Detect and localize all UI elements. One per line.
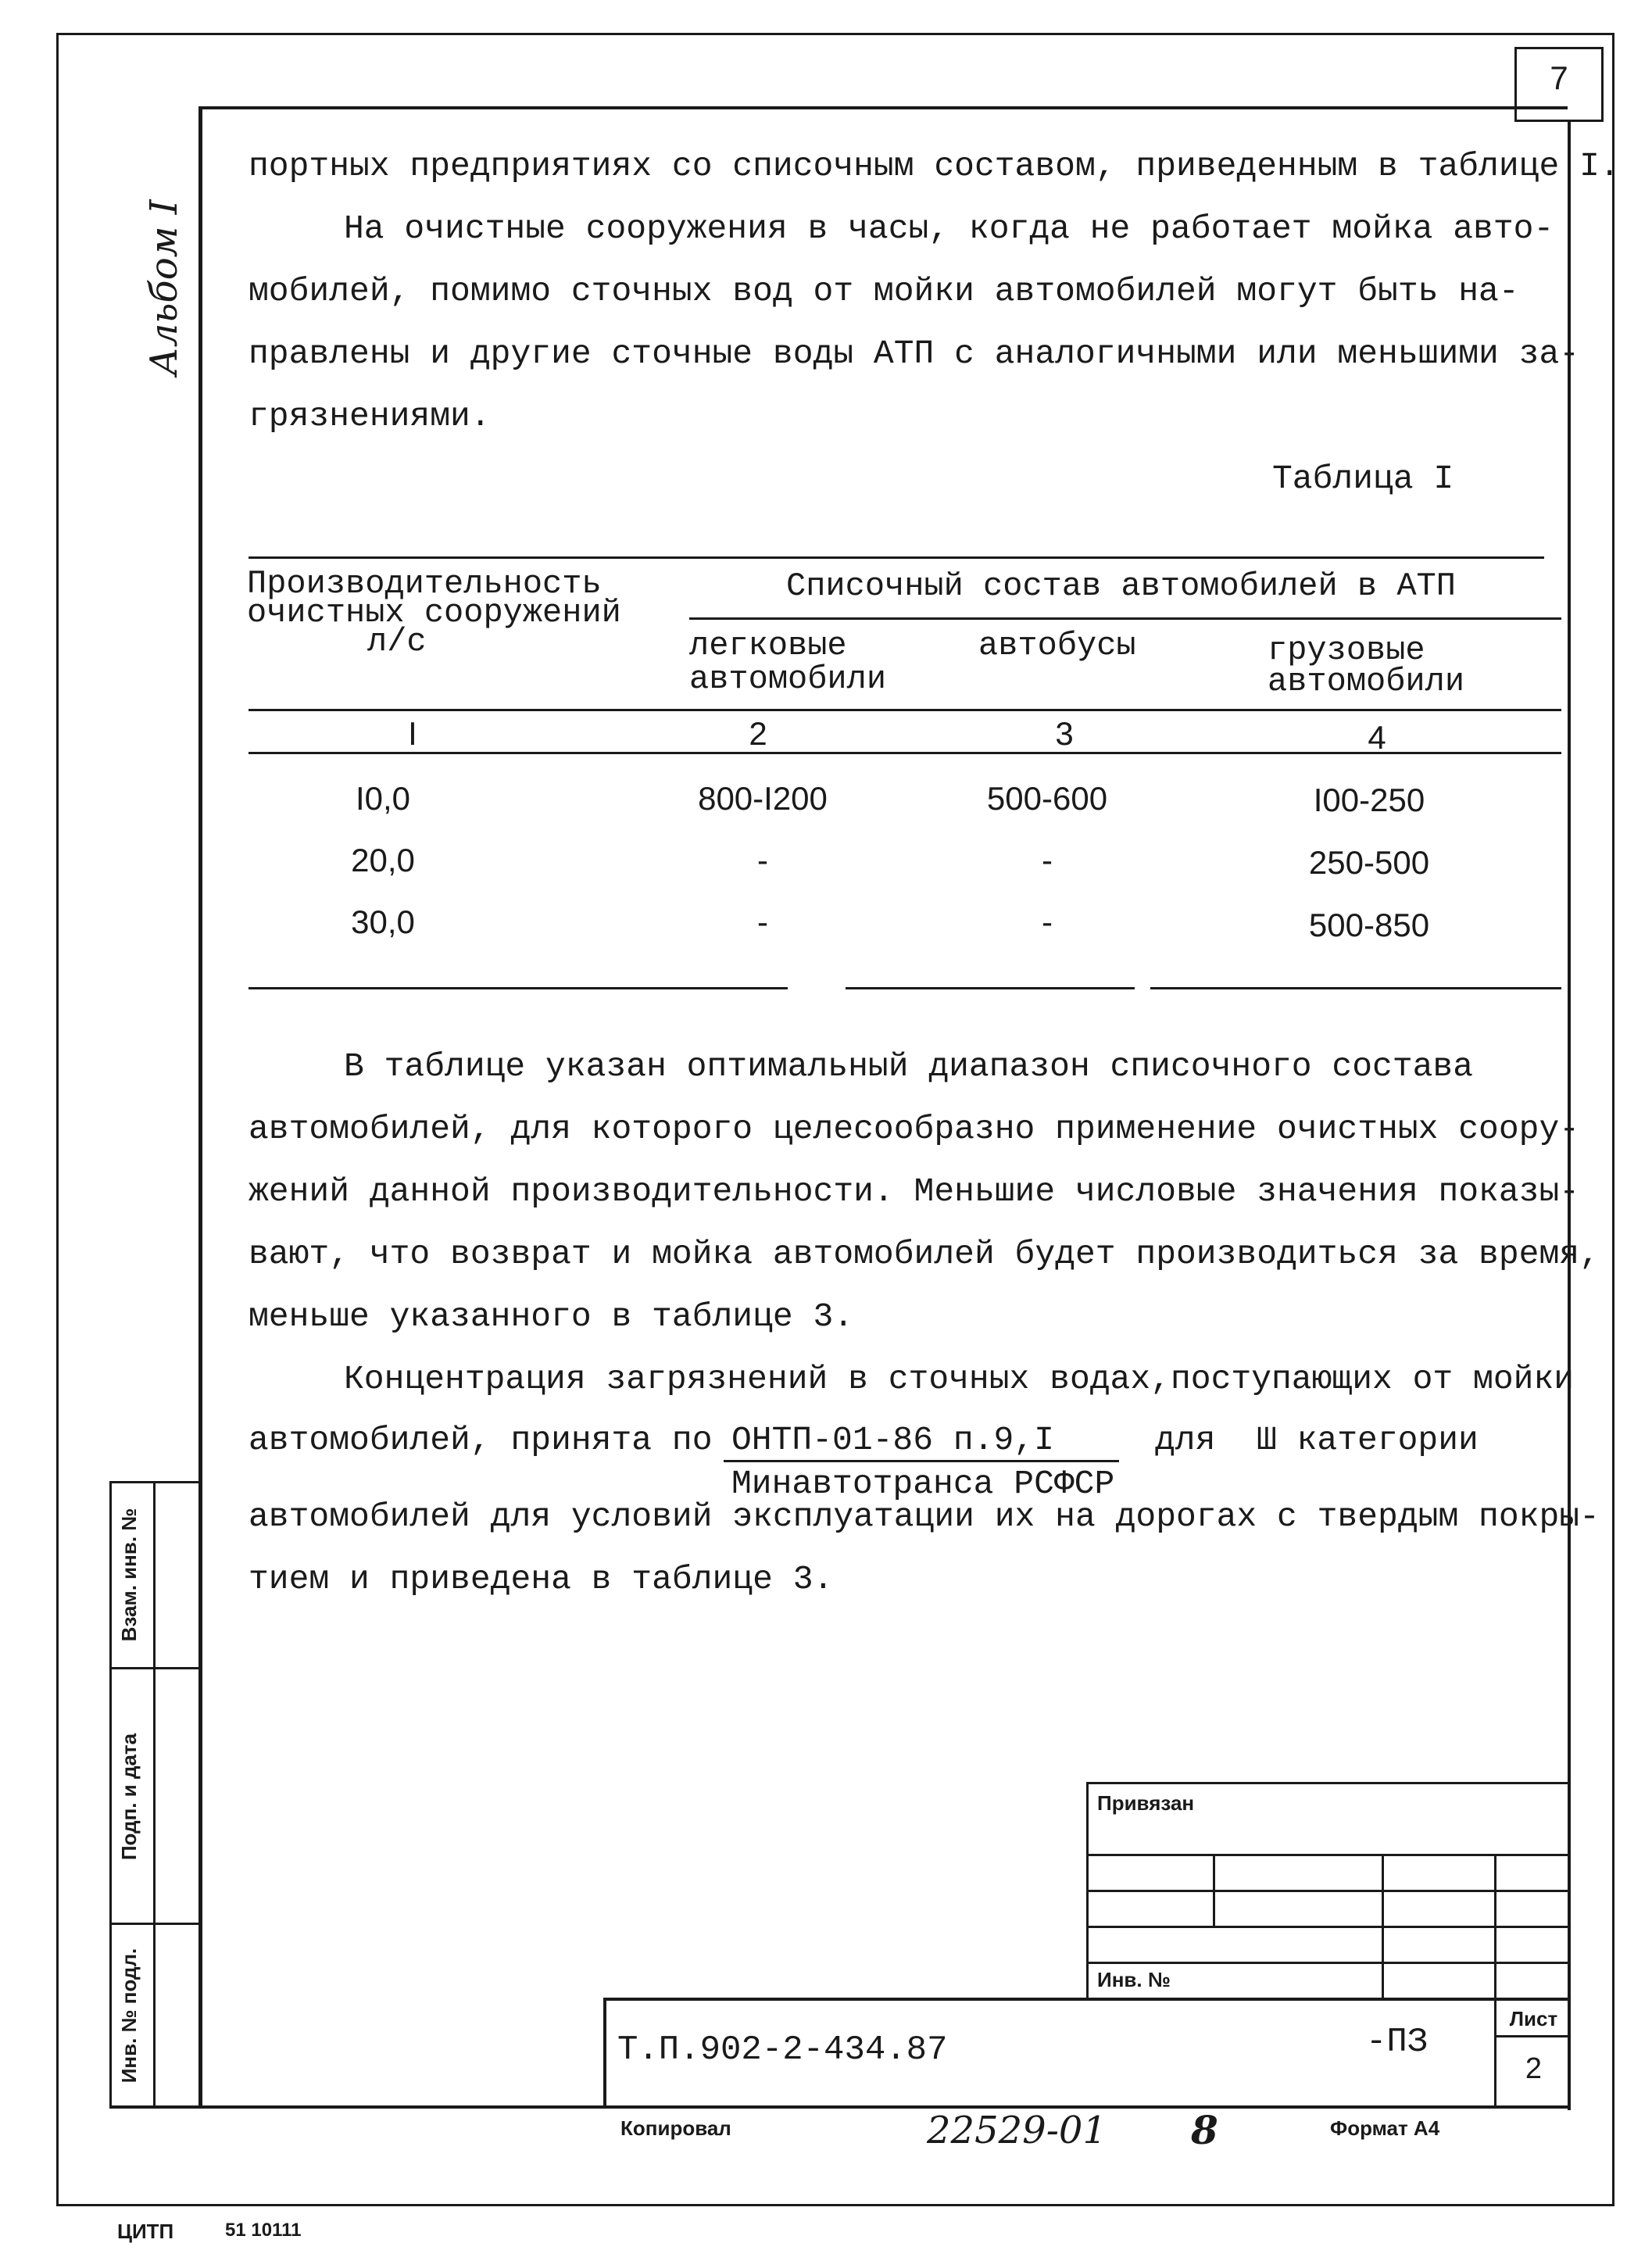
text-line: тием и приведена в таблице 3. [249,1560,834,1598]
table-cell: 250-500 [1308,844,1430,881]
podp-data-label: Подп. и дата [117,1733,141,1861]
text-line: вают, что возврат и мойка автомобилей будет производиться за время, [249,1235,1600,1273]
album-note: Альбом I [142,199,186,376]
outer-frame-right [1612,33,1614,2206]
column-number: 2 [749,715,767,752]
format-label: Формат А4 [1330,2116,1440,2140]
norm-reference-underline [724,1460,1119,1462]
norm-authority: Минавтотранса РСФСР [731,1465,1115,1503]
text-line: автомобилей для условий эксплуатации их на дорогах с твердым покры- [249,1497,1600,1536]
table-caption: Таблица I [1272,460,1454,498]
sub-header-trucks-line1: грузовые [1268,631,1425,669]
side-stamp-mid [153,1481,156,2109]
order-number: 22529-01 [927,2109,1107,2152]
page-number: 7 [1550,59,1568,96]
table-cell: - [1042,903,1053,940]
table-cell: I00-250 [1313,782,1425,818]
table-cell: 20,0 [351,842,415,878]
inner-frame-bottom [109,2105,1571,2109]
sheet-number: 2 [1525,2052,1543,2085]
kopiroval-label: Копировал [620,2116,731,2140]
text-line: грязнениями. [249,397,491,435]
text-line: В таблице указан оптимальный диапазон списочного состава [344,1047,1474,1086]
col1-header-line3: л/с [367,623,427,660]
page-box-bottom [1514,120,1604,122]
norm-reference: ОНТП-01-86 п.9,I [731,1421,1054,1459]
column-number: 3 [1055,715,1074,752]
sub-header-cars-line2: автомобили [689,660,887,698]
column-number: I [408,715,417,752]
text-line: мобилей, помимо сточных вод от мойки автомобилей могут быть на- [249,272,1519,310]
text-line: жений данной производительности. Меньшие числовые значения показы- [249,1172,1580,1211]
inner-frame-left [198,106,202,2107]
table-cell: - [757,842,768,878]
tb-main-left [603,1998,606,2109]
tb-row-2 [1086,1890,1571,1892]
tb-row-3 [1086,1926,1571,1928]
table-cell: - [1042,842,1053,878]
tb-row-1 [1086,1854,1571,1856]
inner-frame-top [200,106,1568,109]
printer-code-a: ЦИТП [117,2220,174,2243]
table-cell: 30,0 [351,903,415,940]
table-bottom-rule-3 [1150,987,1561,989]
column-number: 4 [1368,719,1386,756]
text-line: Ш категории [1257,1421,1479,1459]
sub-header-cars-line1: легковые [689,627,847,664]
tb-sheet-divider [1494,2035,1571,2037]
sheet-label: Лист [1509,2007,1558,2030]
table-cell: - [757,903,768,940]
col1-header-line1: Производительность [247,565,602,603]
outer-frame-top [56,33,1614,35]
sub-header-trucks-line2: автомобили [1268,663,1465,700]
text-line: автомобилей, для которого целесообразно применение очистных соору- [249,1110,1580,1148]
tb-col-3 [1494,1854,1496,1999]
tb-col-2 [1382,1854,1384,1999]
sub-header-buses-line1: автобусы [978,627,1136,664]
text-line: меньше указанного в таблице 3. [249,1297,854,1336]
document-code: Т.П.902-2-434.87 [617,2030,948,2070]
table-bottom-rule-2 [846,987,1135,989]
tb-row-4 [1086,1962,1571,1964]
inv-podl-label: Инв. № подл. [117,1948,141,2084]
side-stamp-top [109,1481,202,1483]
table-top-rule [249,556,1544,559]
table-header-rule [249,709,1561,711]
page-box-right [1601,47,1604,122]
outer-frame-left [56,33,59,2206]
table-cell: 800-I200 [698,780,828,817]
inv-no-label: Инв. № [1097,1968,1171,1991]
col1-header-line2: очистных сооружений [247,594,621,631]
tb-col-1 [1213,1854,1215,1926]
privyazan-label: Привязан [1097,1791,1195,1815]
side-stamp-div1 [109,1667,202,1669]
table-bottom-rule-1 [249,987,788,989]
side-stamp-div2 [109,1923,202,1925]
tb-privyazan-top [1086,1782,1571,1784]
outer-frame-bottom [56,2204,1614,2206]
table-cell: 500-600 [986,780,1108,817]
text-line: На очистные сооружения в часы, когда не работает мойка авто- [344,209,1554,248]
table-cell: 500-850 [1308,907,1430,943]
text-line: для [1155,1421,1216,1459]
vzam-inv-label: Взам. инв. № [117,1508,141,1642]
side-stamp-left [109,1481,112,2109]
table-group-rule [689,617,1561,620]
page-box-top [1514,47,1604,49]
table-cell: I0,0 [355,780,411,817]
text-line: Концентрация загрязнений в сточных водах,поступающих от мойки [344,1360,1575,1398]
text-line: правлены и другие сточные воды АТП с аналогичными или меньшими за- [249,334,1580,373]
text-line: автомобилей, принята по [249,1421,713,1459]
handwritten-page: 8 [1191,2107,1218,2153]
document-suffix: -ПЗ [1366,2023,1429,2062]
printer-code-b: 51 10111 [225,2220,302,2241]
tb-main-top [603,1998,1571,2001]
group-header: Списочный состав автомобилей в АТП [786,567,1456,605]
text-line: портных предприятиях со списочным составом, приведенным в таблице I. [249,147,1620,185]
